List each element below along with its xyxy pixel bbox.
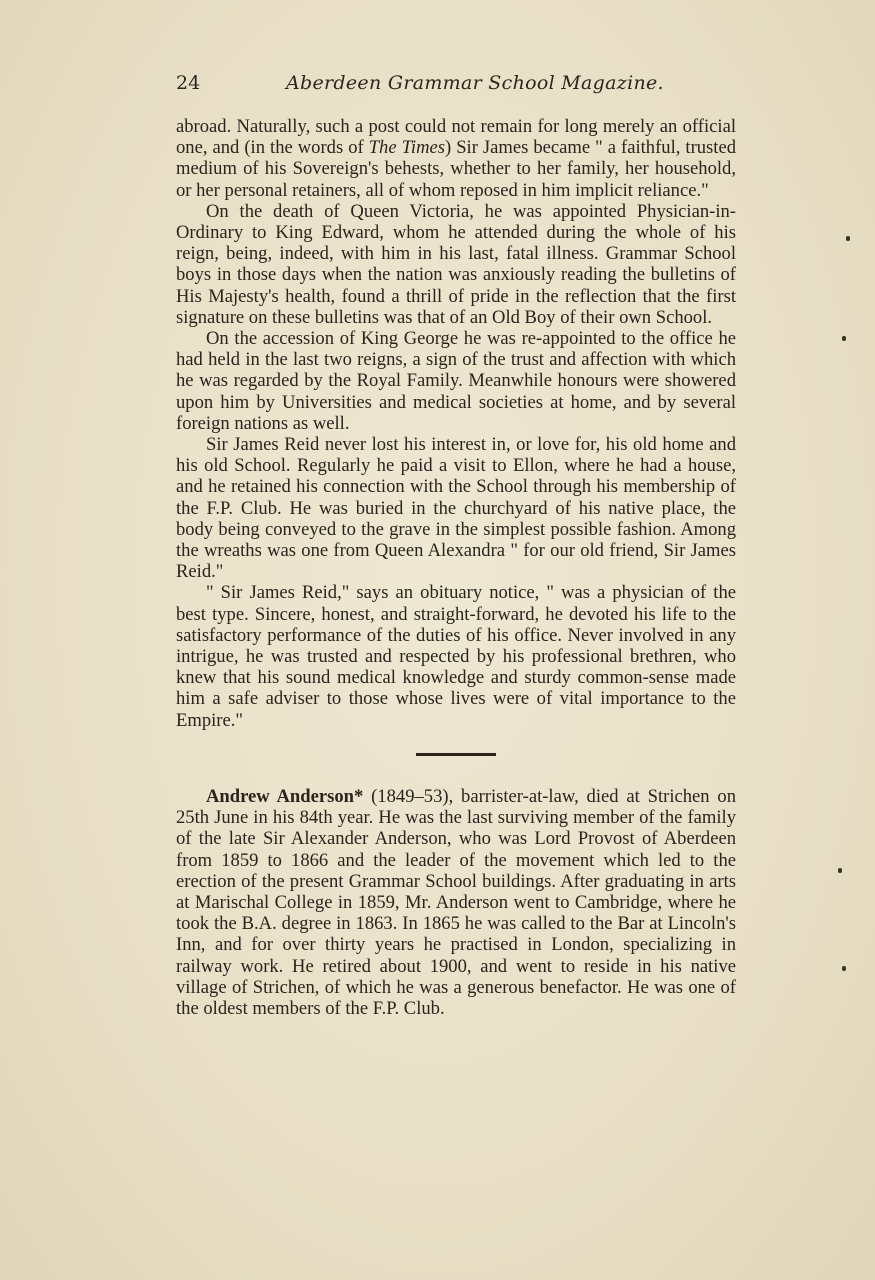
obituary-entry bbox=[176, 786, 736, 1019]
newspaper-title: The Times bbox=[368, 137, 446, 159]
paragraph-1-start: abroad. Naturally, such a post could not remain for long merely an official one, and (in the words of bbox=[176, 116, 736, 159]
paragraph-3: On the accession of King George he was re-appointed to the office he had held in the last two reigns, a sign of the trust and affection with which he was regarded by the Royal Family. Meanwhile honours were showered upon him by Universities and medical societies at home, and by several foreign nations as well. bbox=[176, 328, 736, 434]
obituary-name: Andrew Anderson* bbox=[206, 785, 364, 807]
page-number: 24 bbox=[176, 72, 201, 94]
margin-speck bbox=[842, 336, 846, 341]
obituary-text: (1849–53), barrister-at-law, died at Strichen on 25th June in his 84th year. He was the last surviving member of the family of the late Sir Alexander Anderson, who was Lord Provost of Aberdeen from 1859 to 1866 and the leader of the movement which led to the erection of the present Grammar School buildings. After graduating in arts at Marischal College in 1859, Mr. Anderson went to Cambridge, where he took the B.A. degree in 1863. In 1865 he was called to the Bar at Lincoln's Inn, and for over thirty years he practised in London, specializing in railway work. He retired about 1900, and went to reside in his native village of Strichen, of which he was a generous benefactor. He was one of the oldest members of the F.P. Club. bbox=[176, 785, 736, 1019]
section-divider bbox=[416, 753, 496, 756]
paragraph-1 bbox=[176, 116, 736, 201]
paragraph-5: " Sir James Reid," says an obituary notice, " was a physician of the best type. Sincere, honest, and straight-forward, he devoted his life to the satisfactory performance of the duties of his office. Never involved in any intrigue, he was trusted and respected by his professional brethren, who knew that his sound medical knowledge and sturdy common-sense made him a safe adviser to those whose lives were of vital importance to the Empire." bbox=[176, 582, 736, 731]
margin-speck bbox=[842, 966, 846, 971]
paragraph-4: Sir James Reid never lost his interest in, or love for, his old home and his old School. Regularly he paid a visit to Ellon, where he had a house, and he retained his connection with the School through his membership of the F.P. Club. He was buried in the churchyard of his native place, the body being conveyed to the grave in the simplest possible fashion. Among the wreaths was one from Queen Alexandra " for our old friend, Sir James Reid." bbox=[176, 434, 736, 583]
margin-speck bbox=[846, 236, 850, 241]
margin-speck bbox=[838, 868, 842, 873]
page-header bbox=[176, 72, 736, 102]
paragraph-2: On the death of Queen Victoria, he was appointed Physician-in-Ordinary to King Edward, whom he attended during the whole of his reign, being, indeed, with him in his last, fatal illness. Grammar School boys in those days when the nation was anxiously reading the bulletins of His Majesty's health, found a thrill of pride in the reflection that the first signature on these bulletins was that of an Old Boy of their own School. bbox=[176, 200, 736, 328]
article-body bbox=[176, 116, 736, 1019]
running-title: Aberdeen Grammar School Magazine. bbox=[286, 72, 664, 94]
paragraph-1-end: ) Sir James became " a faithful, trusted medium of his Sovereign's behests, whether to her family, her household, or her personal retainers, all of whom reposed in him implicit reliance." bbox=[176, 137, 737, 201]
